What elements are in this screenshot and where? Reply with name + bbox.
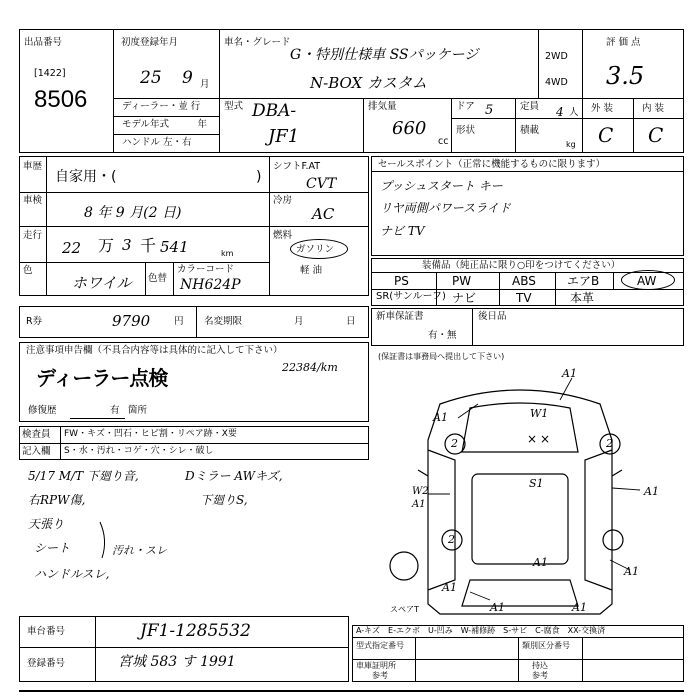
- mark-a1-right: A1: [644, 485, 659, 498]
- interior-grade: C: [648, 123, 664, 147]
- reg-label: 登録番号: [27, 658, 66, 669]
- selling-line3: ナビ TV: [380, 224, 425, 238]
- usage-value: 自家用・(: [55, 169, 117, 185]
- first-reg-label: 初度登録年月: [121, 37, 179, 48]
- seats: 4: [556, 105, 564, 119]
- ac-label: 冷房: [273, 195, 293, 206]
- mark-s1: S1: [529, 477, 544, 490]
- caution-label: 注意事項申告欄（不具合内容等は具体的に記入して下さい）: [26, 345, 283, 356]
- note-line4: シート: [34, 541, 71, 555]
- shift-label: シフトF.AT: [273, 161, 321, 172]
- mark-2-left: 2: [451, 437, 458, 450]
- doors: 5: [485, 103, 494, 118]
- seats-unit: 人: [569, 107, 579, 118]
- mileage-unit: km: [221, 249, 234, 258]
- model-year-label: モデル年式 年: [122, 119, 208, 130]
- color-code-label: カラーコード: [177, 264, 235, 275]
- cert-sub: 参考: [372, 671, 388, 680]
- transfer-day: 日: [346, 316, 356, 327]
- selling-line2: リヤ両側パワースライド: [380, 201, 511, 215]
- reg-value: 宮城 583 す 1991: [118, 654, 236, 670]
- inspector-codes-2: S・水・汚れ・コゲ・穴・シレ・破し: [64, 446, 214, 456]
- mileage-man: 22: [62, 239, 82, 257]
- mileage-sen-unit: 千: [140, 236, 157, 255]
- shape-label: 形状: [456, 125, 476, 136]
- opt-sub: 参考: [532, 671, 548, 680]
- equip-sr: SR(サンルーフ): [376, 291, 446, 302]
- note-line1b: Dミラー AWキズ,: [185, 469, 283, 483]
- exterior-label: 外 装: [591, 103, 614, 114]
- car-name: N-BOX カスタム: [310, 74, 427, 92]
- grade: G・特別仕様車 SSパッケージ: [290, 47, 479, 63]
- equip-ps: PS: [394, 274, 409, 288]
- warranty-value: 有・無: [428, 330, 457, 341]
- ac-value: AC: [312, 205, 335, 223]
- mark-a1-rear: A1: [442, 581, 457, 594]
- recycle-unit: 円: [174, 316, 184, 327]
- lot-number: 8506: [34, 86, 88, 113]
- mark-a1-left: A1: [412, 499, 426, 510]
- type-code: JF1: [268, 126, 300, 147]
- mark-x1: ×: [527, 432, 538, 446]
- transfer-month: 月: [294, 316, 304, 327]
- first-reg-unit: 月: [200, 79, 210, 90]
- type-prefix: DBA-: [252, 101, 297, 121]
- displacement-label: 排気量: [368, 101, 397, 112]
- load-label: 積載: [520, 125, 540, 136]
- equip-abs: ABS: [512, 274, 536, 288]
- seats-label: 定員: [520, 101, 540, 112]
- class-label: 類別区分番号: [522, 641, 570, 650]
- score-label: 評 価 点: [606, 37, 641, 48]
- warranty-label: 新車保証書: [376, 311, 424, 322]
- mileage-sen: 3: [122, 236, 132, 254]
- recycle-label: R券: [26, 316, 43, 327]
- drive-2wd: 2WD: [545, 51, 568, 62]
- mark-a1-bumper-right: A1: [572, 601, 587, 614]
- mark-x2: ×: [540, 432, 551, 446]
- note-line5: ハンドルスレ,: [34, 567, 110, 581]
- equip-leather: 本革: [570, 291, 595, 305]
- equip-pw: PW: [452, 274, 472, 288]
- caution-odometer: 22384/km: [282, 361, 338, 374]
- note-line4b: 汚れ・スレ: [112, 544, 167, 557]
- mark-w1: W1: [530, 407, 549, 420]
- note-line1: 5/17 M/T 下廻り音,: [28, 469, 139, 483]
- selling-label: セールスポイント（正常に機能するものに限ります）: [378, 159, 606, 170]
- plate-label: 型式指定番号: [356, 641, 404, 650]
- inspection-label: 車検: [23, 195, 43, 206]
- repair-value: 有: [110, 405, 120, 416]
- car-name-label: 車名・グレード: [224, 37, 291, 48]
- mark-a1-rear-right: A1: [624, 565, 639, 578]
- chassis-value: JF1-1285532: [140, 621, 251, 641]
- mark-a1-roof: A1: [533, 556, 548, 569]
- mileage-rest: 541: [160, 238, 189, 256]
- inspection-value: 8 年 9 月(2 日): [84, 205, 182, 221]
- interior-label: 内 装: [642, 103, 665, 114]
- transfer-label: 名変期限: [204, 316, 243, 327]
- after-label: 後日品: [478, 311, 507, 322]
- fuel-gas: ガソリン: [296, 244, 335, 255]
- inspector-label-1: 検査員: [22, 429, 51, 440]
- drive-4wd: 4WD: [545, 77, 568, 88]
- diagram-label: (保証書は事務局へ提出して下さい): [378, 352, 505, 361]
- repair-label: 修復歴: [28, 405, 57, 416]
- dealer-label: ディーラー・並 行: [122, 101, 201, 112]
- color-value: ホワイル: [72, 274, 132, 292]
- lot-sub: [1422]: [34, 68, 66, 79]
- handle-label: ハンドル 左・右: [122, 137, 192, 148]
- first-reg-year: 25: [140, 68, 162, 88]
- displacement-unit: cc: [438, 136, 449, 147]
- equip-tv: TV: [516, 291, 532, 305]
- chassis-label: 車台番号: [27, 626, 66, 637]
- inspector-codes-1: FW・キズ・凹石・ヒビ割・リペア跡・X要: [64, 429, 237, 439]
- repair-place: 箇所: [128, 405, 148, 416]
- spare-label: スペアT: [390, 605, 419, 614]
- note-line2b: 下廻りS,: [200, 493, 248, 507]
- mark-2-rear-left: 2: [448, 533, 455, 546]
- usage-close: ): [256, 169, 262, 185]
- equip-navi: ナビ: [452, 291, 477, 305]
- exterior-grade: C: [598, 123, 614, 147]
- fuel-diesel: 軽 油: [300, 265, 323, 276]
- mark-2-right: 2: [606, 437, 613, 450]
- color-code: NH624P: [180, 277, 241, 293]
- cert-label: 車庫証明所: [356, 661, 396, 670]
- first-reg-month: 9: [182, 68, 193, 88]
- equip-aw: AW: [637, 274, 657, 288]
- score: 3.5: [606, 62, 645, 90]
- mark-w2: W2: [412, 486, 429, 497]
- equip-airbag: エアB: [567, 274, 600, 288]
- damage-legend: A-キズ E-エクボ U-凹み W-補修跡 S-サビ C-腐食 XX-交換済: [356, 626, 606, 635]
- note-line2: 右RPW傷,: [28, 493, 86, 507]
- selling-line1: プッシュスタート キー: [380, 179, 503, 193]
- recycle-value: 9790: [112, 312, 151, 330]
- mileage-man-unit: 万: [98, 236, 115, 255]
- equipment-label: 装備品（純正品に限り○印をつけてください）: [422, 260, 621, 271]
- color-label: 色: [23, 265, 33, 276]
- usage-label: 車歴: [23, 161, 43, 172]
- color-change-label: 色替: [148, 273, 168, 284]
- displacement: 660: [392, 118, 427, 139]
- shift-value: CVT: [306, 176, 337, 192]
- fuel-label: 燃料: [273, 230, 293, 241]
- load-unit: kg: [566, 140, 576, 149]
- doors-label: ドア: [456, 101, 475, 112]
- lot-label: 出品番号: [24, 37, 63, 48]
- mileage-label: 走行: [23, 230, 43, 241]
- type-label: 型式: [224, 101, 244, 112]
- mark-a1-bumper: A1: [490, 601, 505, 614]
- opt-label: 持込: [532, 661, 548, 670]
- inspector-label-2: 記入欄: [22, 446, 51, 457]
- mark-a1-front-left: A1: [433, 411, 448, 424]
- dealer-stamp: ディーラー点検: [36, 366, 168, 390]
- mark-a1-top: A1: [562, 367, 577, 380]
- note-line3: 天張り: [28, 517, 65, 531]
